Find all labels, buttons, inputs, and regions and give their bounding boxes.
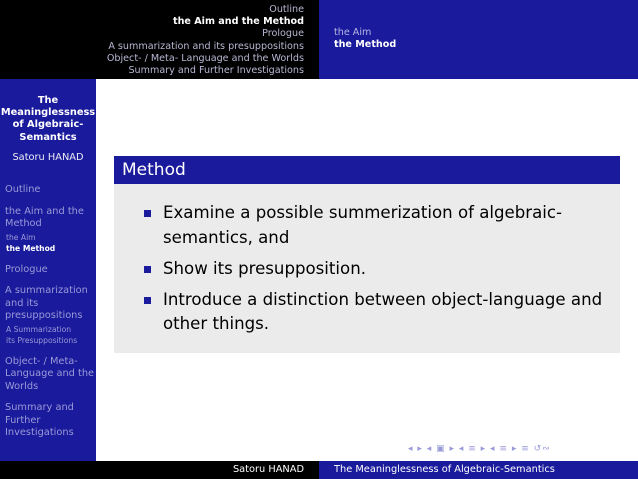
sidebar-nav <box>5 184 95 449</box>
sidebar-item-prologue[interactable]: Prologue <box>5 263 48 275</box>
footer-title-panel <box>319 461 638 479</box>
list-item <box>114 201 620 250</box>
title-line: Meaninglessness <box>0 107 96 119</box>
header-section-object-meta[interactable]: Object- / Meta- Language and the Worlds <box>106 52 304 64</box>
header-section-outline[interactable]: Outline <box>269 4 304 15</box>
square-bullet-icon <box>144 266 151 273</box>
sidebar-item-aim-method[interactable]: the Aim and the Method <box>5 205 84 229</box>
header-subsection-method[interactable]: the Method <box>334 39 397 51</box>
title-line: of Algebraic- <box>12 119 84 131</box>
subsection-navigation <box>334 27 396 51</box>
sidebar-subitem-presuppositions[interactable]: its Presuppositions <box>6 336 78 345</box>
sidebar-subitem-method[interactable]: the Method <box>6 244 56 253</box>
sidebar-subgroup-summarization <box>5 324 95 347</box>
sidebar-subgroup-aim-method <box>5 232 95 255</box>
header-section-summary[interactable]: Summary and Further Investigations <box>128 65 304 77</box>
footer-author-panel <box>0 461 319 479</box>
header-section-prologue[interactable]: Prologue <box>262 28 304 40</box>
presentation-title[interactable] <box>0 95 96 144</box>
title-line: Semantics <box>19 131 77 143</box>
square-bullet-icon <box>144 210 151 217</box>
list-item-text: Introduce a distinction between object-language and other things. <box>163 289 603 333</box>
list-item-text: Examine a possible summerization of algebraic-semantics, and <box>163 203 563 247</box>
header-section-summarization[interactable]: A summarization and its presuppositions <box>108 40 304 52</box>
sidebar-subitem-aim[interactable]: the Aim <box>6 232 36 242</box>
sidebar-author[interactable]: Satoru HANAD <box>12 152 84 163</box>
square-bullet-icon <box>144 297 151 304</box>
sidebar-item-summary[interactable]: Summary and Further Investigations <box>5 402 74 438</box>
sidebar-subitem-a-summarization[interactable]: A Summarization <box>6 324 72 334</box>
footer-title: The Meaninglessness of Algebraic-Semantics <box>334 464 555 475</box>
sidebar-item-summarization[interactable]: A summarization and its presuppositions <box>5 285 88 321</box>
list-item <box>114 257 620 282</box>
method-block <box>114 156 620 353</box>
sidebar-item-object-meta[interactable]: Object- / Meta- Language and the Worlds <box>5 355 95 392</box>
list-item <box>114 288 620 337</box>
sidebar <box>0 79 96 461</box>
title-line: The <box>37 95 59 106</box>
footer-author: Satoru HANAD <box>232 464 304 475</box>
header-subsection-aim[interactable]: the Aim <box>334 27 372 38</box>
header-subsections-panel <box>319 0 638 79</box>
list-item-text: Show its presupposition. <box>163 258 366 278</box>
header-section-aim-method[interactable]: the Aim and the Method <box>172 16 304 28</box>
section-navigation <box>107 4 304 77</box>
header-sections-panel <box>0 0 319 79</box>
navigation-symbols[interactable]: ◂ ▸ ◂ ▣ ▸ ◂ ≡ ▸ ◂ ≡ ▸ ≡ ↺∾ <box>408 444 551 454</box>
method-list <box>114 201 620 343</box>
sidebar-item-outline[interactable]: Outline <box>5 184 41 195</box>
header <box>0 0 638 79</box>
block-title: Method <box>114 156 620 184</box>
